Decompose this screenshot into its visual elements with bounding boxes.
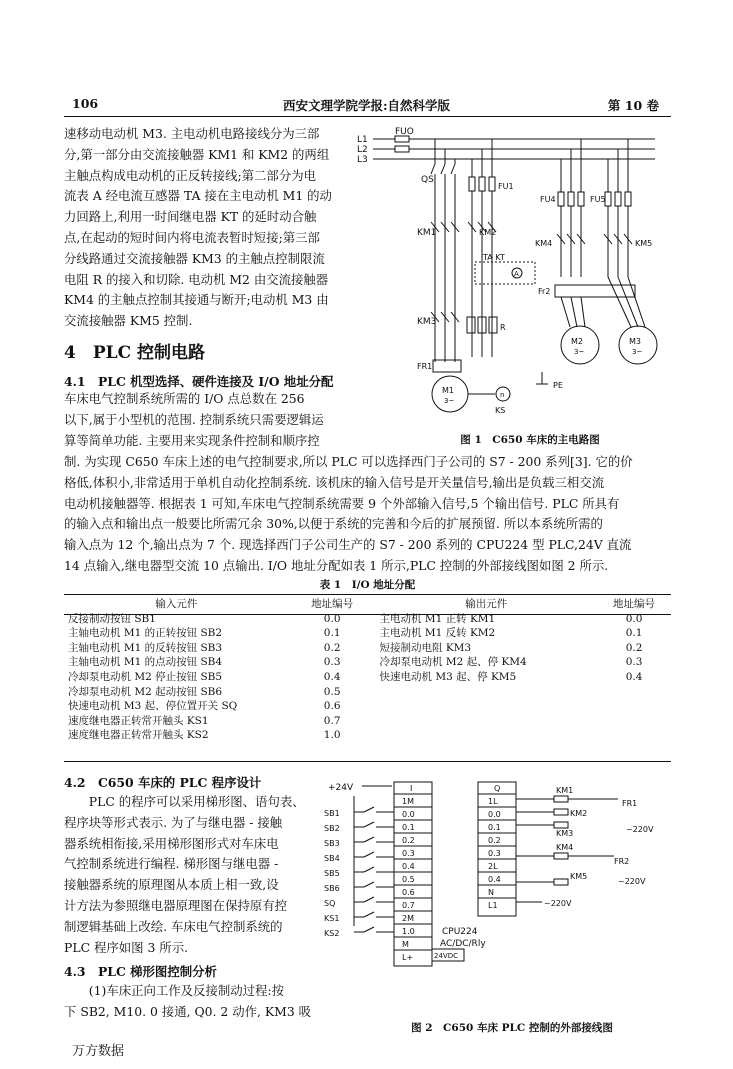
input-terminal: 0.5 (402, 875, 415, 884)
label-km3: KM3 (417, 317, 437, 327)
section41-wide-line: 电动机接触器等. 根据表 1 可知,车床电气控制系统需要 9 个外部输入信号,5 个输出信号. PLC 所具有 (64, 495, 620, 511)
table-cell: 速度继电器正转常开触头 KS2 (68, 729, 209, 742)
label-ks: KS (495, 406, 506, 415)
load-km1: KM1 (556, 786, 574, 795)
section42-text-line: PLC 程序如图 3 所示. (64, 939, 189, 955)
label-fuo: FUO (395, 127, 414, 137)
ac-220-1: ~220V (626, 825, 654, 834)
label-l2: L2 (357, 145, 368, 155)
table-cell: 0.1 (323, 627, 341, 640)
table-1-title: 表 1 I/O 地址分配 (319, 579, 416, 591)
figure-1-caption: 图 1 C650 车床的主电路图 (460, 434, 600, 446)
table-cell (597, 685, 671, 700)
switch-label: SB2 (324, 824, 340, 833)
table-cell: 反接制动按钮 SB1 (68, 612, 156, 625)
table-cell: 0.2 (323, 641, 341, 654)
load-km4: KM4 (556, 843, 574, 852)
table-cell (376, 728, 598, 743)
table-header-output-addr: 地址编号 (613, 598, 656, 610)
input-terminal: M (402, 940, 409, 949)
journal-name: 西安文理学院学报:自然科学版 (282, 98, 451, 113)
section-4-3-text (64, 981, 319, 1023)
label-km2: KM2 (479, 228, 497, 237)
section-4-1-wide-text (64, 452, 671, 577)
section42-text-line: PLC 的程序可以采用梯形图、语句表、 (64, 794, 305, 809)
figure-2-caption: 图 2 C650 车床 PLC 控制的外部接线图 (411, 1022, 613, 1034)
label-m3-phase: 3~ (632, 348, 643, 356)
section42-text-line: 接触器系统的原理图从本质上相一致,设 (64, 877, 279, 893)
input-col-header: I (410, 784, 413, 793)
section-4-1-narrow-text (64, 389, 354, 451)
input-terminal: 0.4 (402, 862, 415, 871)
dc-label: 24VDC (434, 952, 458, 960)
output-terminal: 0.0 (488, 810, 501, 819)
input-terminal: 0.1 (402, 823, 415, 832)
intro-paragraph-line: 交流接触器 KM5 控制. (64, 313, 193, 329)
input-terminal: 0.0 (402, 810, 415, 819)
page-number: 106 (72, 96, 99, 111)
volume: 第 10 卷 (607, 98, 659, 113)
output-terminal: 0.3 (488, 849, 501, 858)
figure-1-main-circuit (355, 122, 675, 427)
intro-paragraph-line: 主触点构成电动机的正反转接线;第二部分为电 (64, 167, 316, 183)
intro-paragraph (64, 124, 354, 332)
section-4-title: 4 PLC 控制电路 (64, 343, 206, 363)
table-cell (597, 728, 671, 743)
label-pe: PE (553, 381, 563, 390)
table-cell: 主轴电动机 M1 的点动按钮 SB4 (68, 656, 223, 669)
label-fr1: FR1 (417, 362, 433, 371)
section43-text-line: 下 SB2, M10. 0 接通, Q0. 2 动作, KM3 吸 (64, 1003, 312, 1019)
input-terminal: 0.3 (402, 849, 415, 858)
output-col-header: Q (494, 784, 501, 793)
table-cell: 0.6 (323, 700, 341, 713)
output-terminal: 0.1 (488, 823, 501, 832)
section-4-3-title: 4.3 PLC 梯形图控制分析 (64, 964, 217, 979)
switch-label: KS2 (324, 929, 340, 938)
switch-label: SB6 (324, 884, 340, 893)
load-fr2: FR2 (614, 857, 630, 866)
table-cell: 0.2 (625, 641, 643, 654)
intro-paragraph-line: KM4 的主触点控制其接通与断开;电动机 M3 由 (64, 292, 329, 308)
table-header-input: 输入元件 (155, 598, 198, 610)
table-cell: 0.7 (323, 714, 341, 727)
table-cell (376, 714, 598, 729)
table-cell: 1.0 (323, 729, 341, 742)
table-cell (376, 685, 598, 700)
load-km2: KM2 (570, 809, 588, 818)
label-m2: M2 (571, 337, 583, 346)
section43-text-line: (1)车床正向工作及反接制动过程:按 (64, 983, 284, 998)
label-fu5: FU5 (590, 195, 606, 204)
label-l1: L1 (357, 135, 368, 145)
table-row (64, 685, 671, 700)
table-cell: 快速电动机 M3 起、停位置开关 SQ (68, 700, 238, 713)
footer-watermark: 万方数据 (72, 1044, 125, 1059)
switch-label: SB4 (324, 854, 340, 863)
intro-paragraph-line: 分线路通过交流接触器 KM3 的主触点控制限流 (64, 250, 325, 266)
io-address-table (64, 597, 671, 743)
table-cell: 冷却泵电动机 M2 起动按钮 SB6 (68, 685, 223, 698)
input-terminal: 0.6 (402, 888, 415, 897)
label-fu1: FU1 (498, 182, 514, 191)
switch-label: KS1 (324, 914, 340, 923)
output-terminal: 1L (488, 797, 498, 806)
cpu-label: CPU224 (442, 927, 478, 937)
intro-paragraph-line: 分,第一部分由交流接触器 KM1 和 KM2 的两组 (64, 146, 330, 162)
table-bottom-rule (64, 761, 671, 762)
header-rule (64, 116, 671, 117)
label-24v: +24V (328, 783, 354, 793)
intro-paragraph-line: 电阻 R 的接入和切除. 电动机 M2 由交流接触器 (64, 271, 329, 287)
table-cell: 主电动机 M1 反转 KM2 (379, 627, 496, 640)
table-cell: 0.3 (323, 656, 341, 669)
label-m1: M1 (442, 386, 454, 395)
figure-2-plc-wiring (322, 776, 674, 974)
table-top-rule (64, 594, 671, 595)
intro-paragraph-line: 速移动电动机 M3. 主电动机电路接线分为三部 (64, 126, 320, 141)
section41-narrow-line: 算等简单功能. 主要用来实现条件控制和顺序控 (64, 432, 320, 448)
table-cell: 0.3 (625, 656, 643, 669)
input-terminal: L+ (402, 953, 414, 962)
output-terminal: 0.2 (488, 836, 501, 845)
output-terminal: N (488, 888, 494, 897)
table-cell: 主电动机 M1 正转 KM1 (379, 612, 496, 625)
table-cell: 0.0 (625, 612, 643, 625)
section-4-1-title: 4.1 PLC 机型选择、硬件连接及 I/O 地址分配 (64, 374, 334, 389)
label-r: R (500, 323, 506, 332)
table-cell: 速度继电器正转常开触头 KS1 (68, 714, 209, 727)
label-km4: KM4 (535, 239, 553, 248)
section41-wide-line: 输入点为 12 个,输出点为 7 个. 现选择西门子公司生产的 S7 - 200 系列的 CPU224 型 PLC,24V 直流 (64, 537, 632, 553)
intro-paragraph-line: 流表 A 经电流互感器 TA 接在主电动机 M1 的动 (64, 188, 332, 204)
table-row (64, 655, 671, 670)
label-n: n (500, 391, 505, 399)
intro-paragraph-line: 力回路上,利用一时间继电器 KT 的延时动合触 (64, 209, 317, 225)
table-cell: 主轴电动机 M1 的反转按钮 SB3 (68, 641, 223, 654)
ac-220-2: ~220V (618, 877, 646, 886)
section41-wide-line: 格低,体积小,非常适用于单机自动化控制系统. 该机床的输入信号是开关量信号,输出是负载三相交流 (64, 474, 605, 490)
section41-wide-line: 14 点输入,继电器型交流 10 点输出. I/O 地址分配如表 1 所示,PLC 控制的外部接线图如图 2 所示. (64, 557, 609, 573)
section42-text-line: 气控制系统进行编程. 梯形图与继电器 - (64, 856, 279, 872)
table-cell (597, 699, 671, 714)
section41-wide-line: 的输入点和输出点一般要比所需冗余 30%,以便于系统的完善和今后的扩展预留. 所以本系统所需的 (64, 516, 603, 532)
intro-paragraph-line: 点,在起动的短时间内将电流表暂时短接;第三部 (64, 229, 320, 245)
output-terminal: 2L (488, 862, 498, 871)
load-km5: KM5 (570, 872, 588, 881)
input-terminal: 1.0 (402, 927, 415, 936)
table-header-input-addr: 地址编号 (311, 598, 354, 610)
section41-narrow-line: 车床电气控制系统所需的 I/O 点总数在 256 (64, 391, 305, 406)
output-terminal: L1 (488, 901, 498, 910)
table-cell: 0.4 (323, 670, 341, 683)
switch-label: SB5 (324, 869, 340, 878)
table-row (64, 641, 671, 656)
table-header-output: 输出元件 (465, 598, 508, 610)
load-km3: KM3 (556, 829, 574, 838)
table-header-row (64, 597, 671, 612)
table-cell: 冷却泵电动机 M2 起、停 KM4 (379, 656, 527, 669)
table-row (64, 714, 671, 729)
table-row (64, 699, 671, 714)
section42-text-line: 程序块等形式表示. 为了与继电器 - 接触 (64, 814, 283, 830)
section-4-2-title: 4.2 C650 车床的 PLC 程序设计 (64, 775, 262, 790)
input-terminal: 0.2 (402, 836, 415, 845)
section42-text-line: 制逻辑基础上改绘. 车床电气控制系统的 (64, 918, 283, 934)
table-row (64, 670, 671, 685)
table-cell: 0.4 (625, 670, 643, 683)
switch-label: SB3 (324, 839, 340, 848)
label-l3: L3 (357, 155, 368, 165)
switch-label: SB1 (324, 809, 340, 818)
label-km5: KM5 (635, 239, 653, 248)
input-terminal: 2M (402, 914, 414, 923)
table-cell: 短接制动电阻 KM3 (379, 641, 472, 654)
label-m3: M3 (629, 337, 641, 346)
section42-text-line: 计方法为参照继电器原理图在保持原有控 (64, 897, 288, 913)
input-terminal: 0.7 (402, 901, 415, 910)
table-cell: 0.5 (323, 685, 341, 698)
label-fu4: FU4 (540, 195, 556, 204)
switch-label: SQ (324, 899, 336, 908)
load-fr1: FR1 (622, 799, 638, 808)
table-cell: 快速电动机 M3 起、停 KM5 (379, 670, 517, 683)
input-terminal: 1M (402, 797, 414, 806)
table-cell (376, 699, 598, 714)
section41-wide-line: 制. 为实现 C650 车床上述的电气控制要求,所以 PLC 可以选择西门子公司的 S7 - 200 系列[3]. 它的价 (64, 454, 633, 469)
label-m2-phase: 3~ (574, 348, 585, 356)
label-qs: QS (421, 175, 434, 185)
label-m1-phase: 3~ (444, 397, 455, 405)
table-cell: 冷却泵电动机 M2 停止按钮 SB5 (68, 670, 223, 683)
output-terminal: 0.4 (488, 875, 501, 884)
table-cell (597, 714, 671, 729)
table-cell: 0.1 (625, 627, 643, 640)
table-cell: 主轴电动机 M1 的正转按钮 SB2 (68, 627, 223, 640)
table-row (64, 626, 671, 641)
label-fr2: Fr2 (538, 287, 551, 296)
section-4-2-text (64, 792, 319, 958)
ac-220-3: ~220V (544, 899, 572, 908)
label-km1: KM1 (417, 228, 437, 238)
table-cell: 0.0 (323, 612, 341, 625)
table-row (64, 612, 671, 627)
cpu-type: AC/DC/Rly (440, 939, 486, 949)
table-row (64, 728, 671, 743)
label-ta-kt: TA KT (483, 253, 505, 262)
section42-text-line: 器系统相衔接,采用梯形图形式对车床电 (64, 835, 279, 851)
section41-narrow-line: 以下,属于小型机的范围. 控制系统只需要逻辑运 (64, 411, 324, 427)
label-ammeter: A (514, 270, 519, 278)
